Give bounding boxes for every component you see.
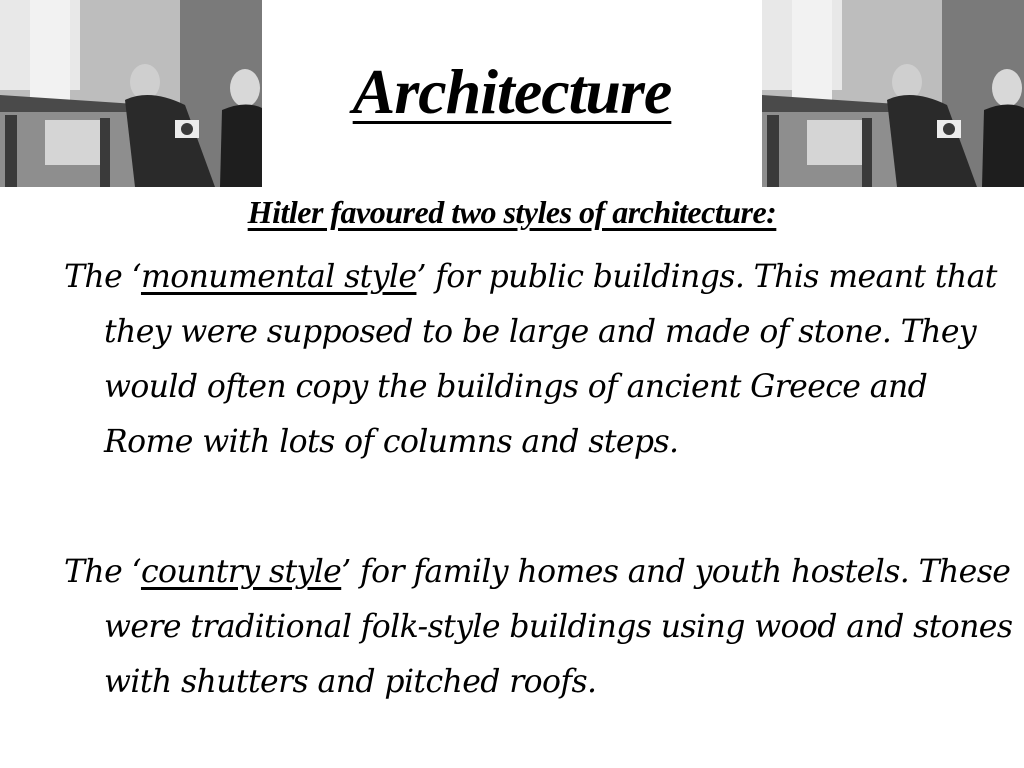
photo-right — [762, 0, 1024, 187]
term-monumental-style: monumental style — [140, 259, 417, 295]
photo-right-image — [762, 0, 1024, 187]
paragraph-prefix: The ‘ — [64, 259, 141, 295]
paragraph-text: ’ for family homes and youth hostels. These were traditional folk-style buildings using wood and stones with shutters and pitched roofs. — [104, 554, 1013, 700]
paragraph-text: ’ for public buildings. This meant that they were supposed to be large and made of stone. They would often copy the buildings of ancient Greece and Rome with lots of columns and steps. — [104, 259, 997, 460]
slide-title: Architecture — [352, 56, 672, 127]
photo-left — [0, 0, 262, 187]
slide-subtitle: Hitler favoured two styles of architecture: — [247, 194, 777, 230]
paragraph-prefix: The ‘ — [64, 554, 141, 590]
photo-left-image — [0, 0, 262, 187]
paragraph-country-style — [64, 545, 1024, 710]
paragraph-monumental-style — [64, 250, 1024, 470]
term-country-style: country style — [140, 554, 342, 590]
